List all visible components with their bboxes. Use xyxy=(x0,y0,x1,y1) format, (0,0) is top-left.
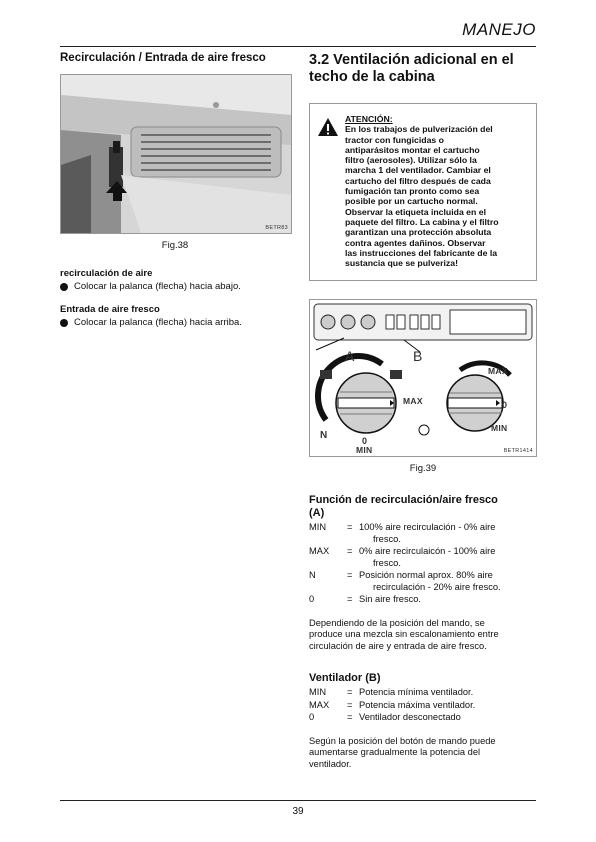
label-n: N xyxy=(320,430,328,441)
label-min-a: MIN xyxy=(356,445,373,455)
fan-definitions xyxy=(309,687,537,724)
fig38-tag: BETR83 xyxy=(265,225,288,231)
fan-title: Ventilador (B) xyxy=(309,672,381,684)
def-key: 0 xyxy=(309,594,315,604)
label-min-b: MIN xyxy=(491,423,508,433)
left-section-title: Recirculación / Entrada de aire fresco xyxy=(60,52,266,64)
warning-line: antiparásitos montar el cartucho xyxy=(345,144,480,155)
function-title-line-2: (A) xyxy=(309,507,325,519)
section-header: MANEJO xyxy=(462,20,536,39)
def-eq: = xyxy=(347,546,353,556)
def-eq: = xyxy=(347,687,353,697)
warning-text xyxy=(345,114,531,268)
function-title xyxy=(309,494,537,520)
label-b: B xyxy=(413,348,423,364)
warning-line: contra agentes dañinos. Observar xyxy=(345,237,486,248)
warning-line: filtro (aerosoles). Utilizar sólo la xyxy=(345,155,477,166)
label-zero-b: 0 xyxy=(502,400,508,410)
fan-paragraph: Según la posición del botón de mando puede aumentarse gradualmente la potencia del ventilador. xyxy=(309,735,496,769)
warning-title: ATENCIÓN: xyxy=(345,114,393,124)
title-line-1: 3.2 Ventilación adicional en el xyxy=(309,52,514,68)
def-key: N xyxy=(309,570,316,580)
label-max-b: MAX xyxy=(488,366,508,376)
fig39-caption: Fig.39 xyxy=(409,463,437,474)
fig38-photo xyxy=(60,74,292,234)
fig39-control-panel xyxy=(309,299,537,457)
vent-photo-illustration xyxy=(61,75,291,233)
fig38-caption: Fig.38 xyxy=(161,240,189,251)
def-eq: = xyxy=(347,570,353,580)
def-key: MIN xyxy=(309,522,327,532)
right-section-title xyxy=(309,52,537,86)
def-eq: = xyxy=(347,699,353,710)
label-zero-a: 0 xyxy=(362,436,368,446)
fresh-heading: Entrada de aire fresco xyxy=(60,304,160,315)
warning-line: las instrucciones del fabricante de la xyxy=(345,247,498,258)
fresh-text: Colocar la palanca (flecha) hacia arriba. xyxy=(74,317,242,328)
right-column xyxy=(309,52,537,770)
warning-line: posible por un cartucho normal. xyxy=(345,196,478,207)
recirc-bullet xyxy=(60,281,290,292)
function-paragraph: Dependiendo de la posición del mando, se produce una mezcla sin escalonamiento entre circulación de aire y entrada de aire fresco. xyxy=(309,617,499,651)
def-value: Potencia máxima ventilador. xyxy=(359,699,476,710)
page-number: 39 xyxy=(292,806,304,817)
fresh-bullet xyxy=(60,317,290,328)
def-eq: = xyxy=(347,594,353,604)
warning-box xyxy=(309,103,537,281)
warning-line: marcha 1 del ventilador. Cambiar el xyxy=(345,165,491,176)
def-value: Ventilador desconectado xyxy=(359,712,461,722)
def-key: MAX xyxy=(309,546,330,556)
warning-line: fumigación tan pronto como sea xyxy=(345,186,480,197)
def-value: Posición normal aprox. 80% aire recirculación - 20% aire fresco. xyxy=(359,570,501,592)
warning-line: garantizan una protección absoluta xyxy=(345,227,492,238)
function-definitions xyxy=(309,522,537,606)
recirc-heading: recirculación de aire xyxy=(60,268,153,279)
function-title-line-1: Función de recirculación/aire fresco xyxy=(309,494,498,506)
def-key: MIN xyxy=(309,687,327,697)
def-key: MAX xyxy=(309,699,330,710)
header-rule xyxy=(60,46,536,47)
def-value: Potencia mínima ventilador. xyxy=(359,687,474,697)
warning-line: sustancia que se pulveriza! xyxy=(345,258,458,269)
title-line-2: techo de la cabina xyxy=(309,69,435,85)
def-eq: = xyxy=(347,522,353,532)
warning-line: Observar la etiqueta incluida en el xyxy=(345,206,486,217)
def-eq: = xyxy=(347,712,353,722)
warning-line: paquete del filtro. La cabina y el filtro xyxy=(345,216,499,227)
fig39-tag: BETR1414 xyxy=(503,448,533,454)
recirc-text: Colocar la palanca (flecha) hacia abajo. xyxy=(74,281,241,292)
left-column xyxy=(60,52,290,328)
footer-rule xyxy=(60,800,536,801)
warning-triangle-icon xyxy=(317,117,339,137)
label-a: A xyxy=(345,348,355,364)
bullet-dot xyxy=(60,283,68,291)
def-value: Sin aire fresco. xyxy=(359,594,422,604)
warning-line: cartucho del filtro después de cada xyxy=(345,175,491,186)
def-value: 0% aire recirculaicón - 100% aire fresco. xyxy=(359,546,496,568)
label-max-a: MAX xyxy=(403,396,423,406)
def-key: 0 xyxy=(309,712,315,722)
warning-line: En los trabajos de pulverización del xyxy=(345,124,493,135)
warning-line: tractor con fungicidas o xyxy=(345,134,444,145)
def-value: 100% aire recirculación - 0% aire fresco. xyxy=(359,522,496,544)
bullet-dot xyxy=(60,319,68,327)
knob-a xyxy=(318,356,396,433)
